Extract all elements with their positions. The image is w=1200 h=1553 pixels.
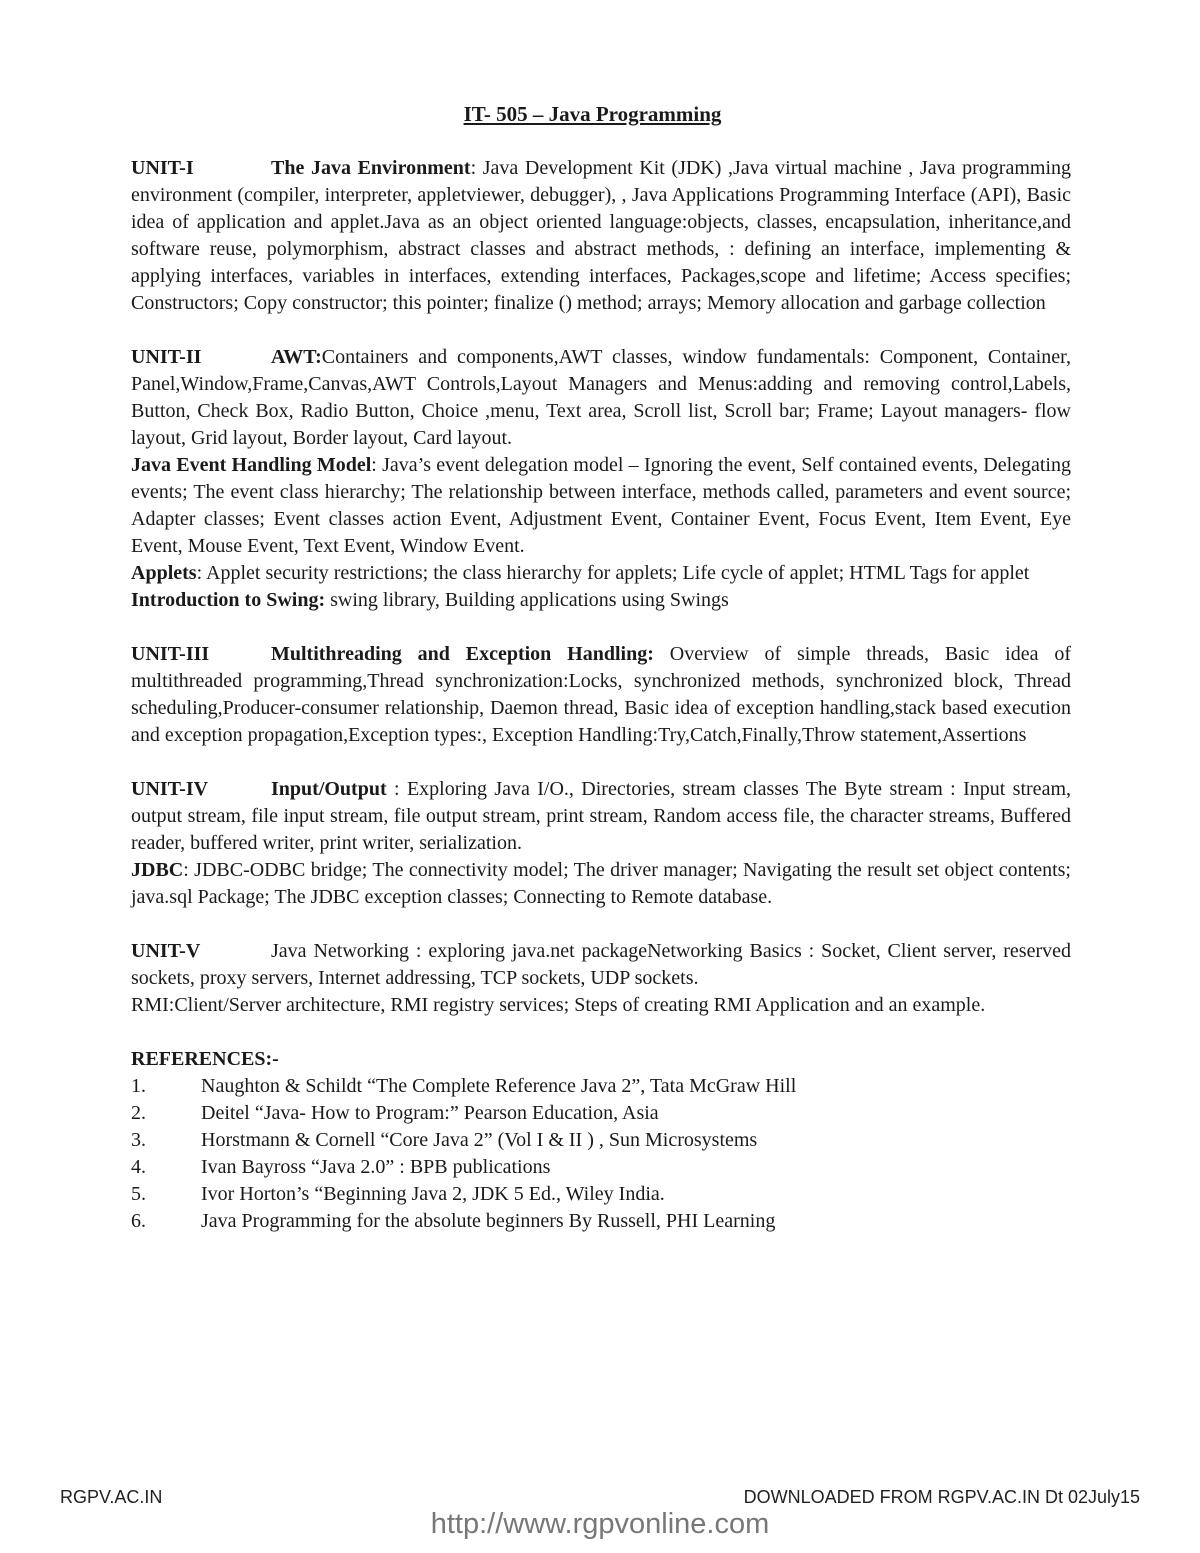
unit-3-heading: Multithreading and Exception Handling: [271,643,654,665]
applets-paragraph [131,560,1071,587]
reference-text: Ivan Bayross “Java 2.0” : BPB publications [201,1156,551,1178]
unit-3-section [131,641,1071,749]
reference-item [131,1154,1071,1181]
reference-number: 1. [131,1075,146,1097]
unit-5-section [131,938,1071,992]
unit-2-section [131,344,1071,452]
unit-5-label: UNIT-V [131,940,201,962]
unit-3-body: Overview of simple threads, Basic idea of multithreaded programming,Thread synchronization:Locks, synchronized methods, synchronized block, Thread scheduling,Producer-consumer relationship, Daemon thread, Basic idea of exception handling,stack based execution and exception propagation,Exception types:, Exception Handling:Try,Catch,Finally,Throw statement,Assertions [131,643,1071,746]
reference-number: 5. [131,1183,146,1205]
reference-item [131,1100,1071,1127]
reference-text: Deitel “Java- How to Program:” Pearson Education, Asia [201,1102,659,1124]
reference-item [131,1073,1071,1100]
references-list [131,1073,1071,1235]
unit-1-heading: The Java Environment [271,157,471,179]
unit-5-body: Java Networking : exploring java.net packageNetworking Basics : Socket, Client server, reserved sockets, proxy servers, Internet addressing, TCP sockets, UDP sockets. [131,940,1071,989]
reference-item [131,1208,1071,1235]
unit-2-heading: AWT: [271,346,322,368]
unit-1-body: : Java Development Kit (JDK) ,Java virtual machine , Java programming environment (compiler, interpreter, appletviewer, debugger), , Java Applications Programming Interface (API), Basic idea of application and applet.Java as an object oriented language:objects, classes, encapsulation, inheritance,and software reuse, polymorphism, abstract classes and abstract methods, : defining an interface, implementing & applying interfaces, variables in interfaces, extending interfaces, Packages,scope and lifetime; Access specifies; Constructors; Copy constructor; this pointer; finalize () method; arrays; Memory allocation and garbage collection [131,157,1071,314]
footer-right: DOWNLOADED FROM RGPV.AC.IN Dt 02July15 [743,1487,1140,1507]
unit-4-body: : Exploring Java I/O., Directories, stream classes The Byte stream : Input stream, output stream, file input stream, file output stream, print stream, Random access file, the character streams, Buffered reader, buffered writer, print writer, serialization. [131,778,1071,854]
reference-number: 4. [131,1156,146,1178]
swing-heading: Introduction to Swing: [131,589,326,611]
reference-text: Naughton & Schildt “The Complete Reference Java 2”, Tata McGraw Hill [201,1075,797,1097]
event-handling-body: : Java’s event delegation model – Ignoring the event, Self contained events, Delegating events; The event class hierarchy; The relationship between interface, methods called, parameters and event source; Adapter classes; Event classes action Event, Adjustment Event, Container Event, Focus Event, Item Event, Eye Event, Mouse Event, Text Event, Window Event. [131,454,1071,557]
rmi-paragraph: RMI:Client/Server architecture, RMI registry services; Steps of creating RMI Application and an example. [131,994,986,1016]
jdbc-heading: JDBC [131,859,184,881]
event-handling-heading: Java Event Handling Model [131,454,372,476]
unit-2-body: Containers and components,AWT classes, window fundamentals: Component, Container, Panel,Window,Frame,Canvas,AWT Controls,Layout Managers and Menus:adding and removing control,Labels, Button, Check Box, Radio Button, Choice ,menu, Text area, Scroll list, Scroll bar; Frame; Layout managers- flow layout, Grid layout, Border layout, Card layout. [131,346,1071,449]
reference-text: Java Programming for the absolute beginners By Russell, PHI Learning [201,1210,776,1232]
reference-number: 6. [131,1210,146,1232]
unit-3-label: UNIT-III [131,643,210,665]
watermark-url: http://www.rgpvonline.com [430,1508,770,1540]
reference-item [131,1127,1071,1154]
reference-number: 3. [131,1129,146,1151]
unit-2-label: UNIT-II [131,346,202,368]
unit-4-label: UNIT-IV [131,778,209,800]
jdbc-body: : JDBC-ODBC bridge; The connectivity model; The driver manager; Navigating the result set object contents; java.sql Package; The JDBC exception classes; Connecting to Remote database. [131,859,1071,908]
reference-text: Ivor Horton’s “Beginning Java 2, JDK 5 Ed., Wiley India. [201,1183,665,1205]
applets-heading: Applets [131,562,197,584]
unit-1-label: UNIT-I [131,157,194,179]
syllabus-content [131,155,1071,1235]
unit-1-section [131,155,1071,317]
references-heading: REFERENCES:- [131,1048,279,1070]
page-title: IT- 505 – Java Programming [463,102,722,126]
applets-body: : Applet security restrictions; the class hierarchy for applets; Life cycle of applet; HTML Tags for applet [196,562,1030,584]
jdbc-paragraph [131,857,1071,911]
unit-4-heading: Input/Output [271,778,387,800]
event-handling-paragraph [131,452,1071,560]
swing-body: swing library, Building applications using Swings [325,589,729,611]
reference-text: Horstmann & Cornell “Core Java 2” (Vol I & II ) , Sun Microsystems [201,1129,758,1151]
footer-left: RGPV.AC.IN [60,1487,163,1507]
swing-paragraph [131,587,1071,614]
unit-4-section [131,776,1071,857]
reference-item [131,1181,1071,1208]
reference-number: 2. [131,1102,146,1124]
